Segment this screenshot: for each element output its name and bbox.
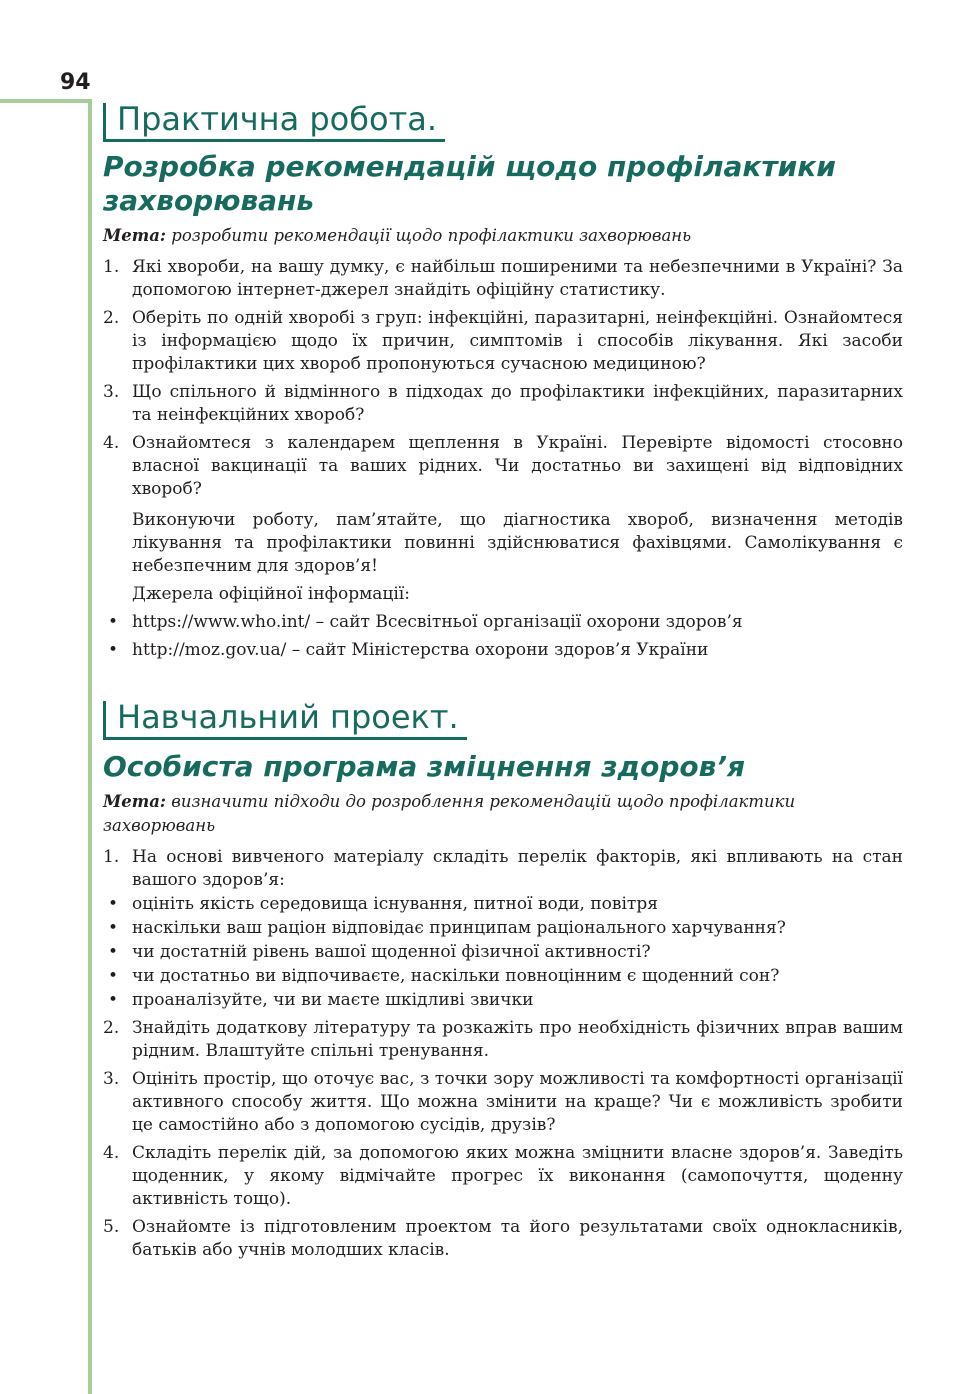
item-text: Знайдіть додаткову літературу та розкажіть про необхідність фізичних вправ вашим рідним. Влаштуйте спільні тренування. [132,1018,903,1061]
item-text: Ознайомте із підготовленим проектом та його результатами своїх однокласників, батьків або учнів молодших класів. [132,1217,903,1260]
list-item [103,256,903,302]
goal-text: розробити рекомендації щодо профілактики захворювань [171,226,692,245]
item-text: Ознайомтеся з календарем щеплення в Україні. Перевірте відомості стосовно власної вакцинації та ваших рідних. Чи достатньо ви захищені від відповідних хвороб? [132,433,903,499]
item-number: 3. [103,1069,120,1089]
practical-goal [103,224,903,248]
practical-work-section [103,100,903,662]
safety-note: Виконуючи роботу, пам’ятайте, що діагностика хвороб, визначення методів лікування та профілактики повинні здійснюватися фахівцями. Самолікування є небезпечним для здоров’я! [132,510,903,576]
factor-bullet [103,941,903,964]
item-text: Складіть перелік дій, за допомогою яких можна зміцнити власне здоров’я. Заведіть щоденник, у якому відмічайте прогрес їх виконання (самопочуття, щоденну активність тощо). [132,1143,903,1209]
margin-rule-vertical [88,99,92,1394]
educational-project-section [103,698,903,1262]
list-item [103,1068,903,1137]
bullet-icon: • [108,612,119,632]
bullet-icon: • [108,942,119,962]
list-item [103,381,903,427]
sources-label: Джерела офіційної інформації: [132,584,410,604]
practical-subtitle-line: Розробка рекомендацій щодо профілактики [103,150,836,183]
margin-rule-horizontal [0,99,92,103]
bullet-text: наскільки ваш раціон відповідає принципам раціонального харчування? [132,918,786,938]
source-item [103,611,903,634]
bullet-text: чи достатній рівень вашої щоденної фізичної активності? [132,942,651,962]
bullet-icon: • [108,894,119,914]
source-text: https://www.who.int/ – сайт Всесвітньої організації охорони здоров’я [132,612,743,632]
item-number: 1. [103,257,120,277]
item-number: 2. [103,1018,120,1038]
item-number: 5. [103,1217,120,1237]
item-number: 3. [103,382,120,402]
page-number: 94 [60,70,91,95]
item-text: Що спільного й відмінного в підходах до профілактики інфекційних, паразитарних та неінфекційних хвороб? [132,382,903,425]
project-subtitle: Особиста програма зміцнення здоров’я [103,750,745,783]
bullet-icon: • [108,640,119,660]
goal-label: Мета: [103,226,167,245]
source-item [103,639,903,662]
practical-subtitle [103,150,903,218]
list-item [103,1142,903,1211]
item-text: Оцініть простір, що оточує вас, з точки зору можливості та комфортності організації активного способу життя. Що можна змінити на краще? Чи є можливість зробити це самостійно або з допомогою сусідів, друзів? [132,1069,903,1135]
practical-subtitle-line: захворювань [103,184,315,217]
item-text: На основі вивченого матеріалу складіть перелік факторів, які впливають на стан вашого здоров’я: [132,847,903,890]
factor-bullet [103,965,903,988]
list-item [103,307,903,376]
item-text: Які хвороби, на вашу думку, є найбільш поширеними та небезпечними в Україні? За допомогою інтернет-джерел знайдіть офіційну статистику. [132,257,903,300]
item-number: 2. [103,308,120,328]
list-item [103,846,903,892]
item-text: Оберіть по одній хворобі з груп: інфекційні, паразитарні, неінфекційні. Ознайомтеся із інформацією щодо їх причин, симптомів і способів лікування. Які засоби профілактики цих хвороб пропонуються сучасною медициною? [132,308,903,374]
bullet-text: оцініть якість середовища існування, питної води, повітря [132,894,658,914]
list-item [103,432,903,501]
bullet-icon: • [108,990,119,1010]
bullet-text: чи достатньо ви відпочиваєте, наскільки повноцінним є щоденний сон? [132,966,780,986]
bullet-text: проаналізуйте, чи ви маєте шкідливі звички [132,990,534,1010]
list-item [103,1017,903,1063]
goal-text: визначити підходи до розроблення рекомендацій щодо профілактики захворювань [103,792,796,835]
item-number: 4. [103,433,120,453]
factor-bullet [103,989,903,1012]
project-goal [103,790,903,838]
practical-heading: Практична робота. [103,100,445,142]
bullet-icon: • [108,918,119,938]
item-number: 1. [103,847,120,867]
bullet-icon: • [108,966,119,986]
goal-label: Мета: [103,792,167,811]
factor-bullet [103,917,903,940]
item-number: 4. [103,1143,120,1163]
list-item [103,1216,903,1262]
source-text: http://moz.gov.ua/ – сайт Міністерства охорони здоров’я України [132,640,709,660]
factor-bullet [103,893,903,916]
project-heading: Навчальний проект. [103,698,467,740]
